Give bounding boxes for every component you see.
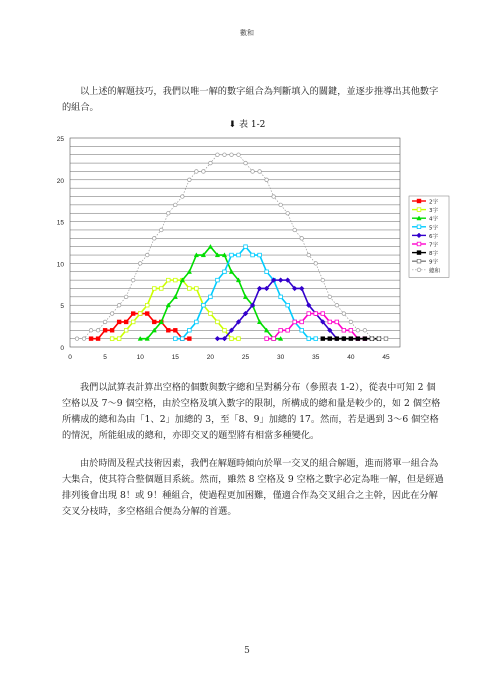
chart-axes: [57, 136, 390, 361]
data-point: [328, 295, 332, 299]
legend-marker: [417, 251, 421, 255]
data-point: [188, 328, 192, 332]
data-point: [307, 312, 311, 316]
data-point: [223, 153, 227, 157]
data-point: [286, 211, 290, 215]
data-point: [145, 253, 149, 257]
legend-marker: [417, 208, 421, 212]
data-point: [363, 337, 367, 341]
data-point: [279, 295, 283, 299]
y-tick-label: 15: [56, 219, 64, 227]
data-point: [152, 237, 156, 241]
data-point: [145, 312, 149, 316]
series-line: [175, 247, 315, 339]
data-point: [349, 320, 353, 324]
data-point: [174, 328, 178, 332]
data-point: [321, 312, 325, 316]
data-point: [314, 312, 318, 316]
data-point: [335, 303, 339, 307]
data-point: [299, 286, 304, 291]
legend-label: 5字: [429, 225, 438, 232]
data-point: [82, 337, 86, 341]
data-point: [209, 295, 213, 299]
data-point: [321, 337, 325, 341]
data-point: [159, 287, 163, 291]
data-point: [215, 336, 220, 341]
data-point: [279, 203, 283, 207]
data-point: [251, 170, 255, 174]
data-point: [237, 253, 241, 257]
data-point: [230, 153, 234, 157]
data-point: [384, 337, 388, 341]
data-point: [356, 328, 360, 332]
data-point: [166, 211, 170, 215]
data-point: [300, 320, 304, 324]
data-point: [89, 337, 93, 341]
x-tick-label: 15: [171, 354, 179, 361]
data-point: [278, 278, 283, 283]
data-point: [335, 320, 339, 324]
data-point: [342, 337, 346, 341]
chart-series: [75, 153, 388, 341]
data-point: [216, 278, 220, 282]
data-point: [117, 320, 121, 324]
data-point: [209, 312, 213, 316]
data-point: [356, 337, 360, 341]
data-point: [342, 328, 346, 332]
data-point: [314, 262, 318, 266]
data-point: [103, 328, 107, 332]
series-line: [140, 247, 280, 339]
x-tick-label: 45: [382, 354, 390, 361]
data-point: [293, 320, 297, 324]
data-point: [110, 328, 114, 332]
data-point: [152, 287, 156, 291]
data-point: [230, 253, 234, 257]
paragraph-method: 由於時間及程式技術因素，我們在解題時傾向於單一交叉的組合解題，進而將單一組合為大集合，使其符合整個題目系統。然而，雖然 8 空格及 9 空格之數字必定為唯一解，但是經過排列後會出現 8！或 9！種組合，使過程更加困難，僅適合作為交叉組合之主幹，因此在分解交叉分枝時，多空格組合便為分解的首選。: [62, 458, 444, 517]
data-point: [188, 178, 192, 182]
y-tick-label: 0: [60, 345, 64, 352]
data-point: [223, 270, 227, 274]
data-point: [314, 337, 318, 341]
data-point: [209, 161, 213, 165]
legend-label: 3字: [429, 208, 438, 215]
x-tick-label: 35: [312, 354, 320, 361]
legend-label: 8字: [429, 251, 438, 258]
data-point: [174, 203, 178, 207]
data-point: [328, 320, 332, 324]
data-point: [223, 328, 227, 332]
paragraph-analysis: 我們以試算表計算出空格的個數與數字總和呈對稱分布（參照表 1-2），從表中可知 2 個空格以及 7～9 個空格，由於空格及填入數字的限制，所構成的總和量是較少的，如 2 個空格所構成的總和為由「1、2」加總的 3，至「8、9」加總的 17。然而，若是遇到 3～6 個空格的情況，所能組成的總和，亦即交叉的題型將有相當多種變化。: [62, 382, 441, 441]
data-point: [131, 278, 135, 282]
data-point: [216, 320, 220, 324]
data-point: [195, 170, 199, 174]
y-tick-label: 25: [56, 136, 64, 143]
data-point: [244, 245, 248, 249]
data-point: [181, 337, 185, 341]
data-point: [328, 337, 332, 341]
data-point: [124, 328, 128, 332]
y-tick-label: 5: [60, 303, 64, 311]
data-point: [370, 337, 374, 341]
data-point: [131, 312, 135, 316]
data-point: [349, 328, 353, 332]
running-header: 數和: [240, 29, 254, 37]
legend-marker: [417, 268, 421, 272]
y-tick-label: 10: [56, 261, 64, 269]
data-point: [237, 153, 241, 157]
data-point: [342, 312, 346, 316]
data-point: [335, 337, 339, 341]
paragraph-intro: 以上述的解題技巧，我們以唯一解的數字組合為判斷填入的關鍵，並逐步推導出其他數字的組合。: [62, 86, 439, 113]
legend-marker: [417, 199, 421, 203]
legend-marker: [417, 259, 421, 263]
data-point: [279, 328, 283, 332]
figure-title: 表 1-2: [239, 120, 266, 130]
x-tick-label: 10: [136, 354, 144, 361]
data-point: [377, 337, 381, 341]
data-point: [110, 312, 114, 316]
data-point: [300, 237, 304, 241]
data-point: [265, 178, 269, 182]
data-point: [188, 287, 192, 291]
data-point: [258, 253, 262, 257]
data-point: [152, 320, 156, 324]
data-point: [363, 328, 367, 332]
data-point: [110, 337, 114, 341]
data-point: [174, 278, 178, 282]
data-point: [230, 337, 234, 341]
data-point: [286, 328, 290, 332]
data-point: [96, 328, 100, 332]
data-point: [216, 153, 220, 157]
chart-grid: [70, 138, 400, 347]
x-tick-label: 25: [241, 354, 250, 361]
data-point: [145, 303, 149, 307]
data-point: [286, 303, 290, 307]
data-point: [174, 337, 178, 341]
data-point: [202, 303, 206, 307]
data-point: [251, 253, 255, 257]
data-point: [293, 228, 297, 232]
legend-marker: [417, 242, 421, 246]
legend-marker: [417, 225, 421, 229]
data-point: [124, 295, 128, 299]
data-point: [307, 253, 311, 257]
legend-label: 9字: [429, 259, 438, 266]
data-point: [307, 337, 311, 341]
data-point: [96, 337, 100, 341]
data-point: [124, 320, 128, 324]
data-point: [131, 320, 135, 324]
y-tick-label: 20: [56, 177, 64, 185]
data-point: [89, 328, 93, 332]
data-point: [195, 287, 199, 291]
legend-label: 7字: [429, 242, 438, 249]
arrow-down-icon: ⬇: [228, 120, 237, 130]
legend-label: 2字: [429, 199, 438, 206]
legend-label: 6字: [429, 233, 438, 240]
data-point: [202, 170, 206, 174]
data-point: [265, 270, 269, 274]
series-line: [267, 314, 365, 339]
data-point: [117, 337, 121, 341]
legend-label: 4字: [429, 216, 438, 223]
data-point: [188, 337, 192, 341]
data-point: [272, 195, 276, 199]
data-point: [321, 278, 325, 282]
page-number: 5: [244, 646, 250, 656]
chart-legend: [409, 196, 449, 277]
data-point: [237, 337, 241, 341]
series-line: [91, 314, 189, 339]
x-tick-label: 30: [277, 354, 285, 361]
data-point: [349, 337, 353, 341]
plot-frame: [70, 138, 400, 347]
data-point: [159, 228, 163, 232]
data-point: [195, 320, 199, 324]
data-point: [138, 312, 142, 316]
x-tick-label: 0: [68, 354, 72, 361]
data-point: [265, 337, 269, 341]
x-tick-label: 5: [103, 354, 107, 361]
data-point: [258, 170, 262, 174]
data-point: [75, 337, 79, 341]
data-point: [138, 262, 142, 266]
data-point: [103, 320, 107, 324]
data-point: [166, 328, 170, 332]
data-point: [166, 278, 170, 282]
x-tick-label: 40: [347, 354, 355, 361]
data-point: [181, 195, 185, 199]
data-point: [272, 337, 276, 341]
x-tick-label: 20: [206, 354, 215, 361]
data-point: [257, 286, 262, 291]
data-point: [244, 161, 248, 165]
data-point: [300, 328, 304, 332]
legend-label: 總和: [429, 268, 441, 275]
data-point: [117, 303, 121, 307]
